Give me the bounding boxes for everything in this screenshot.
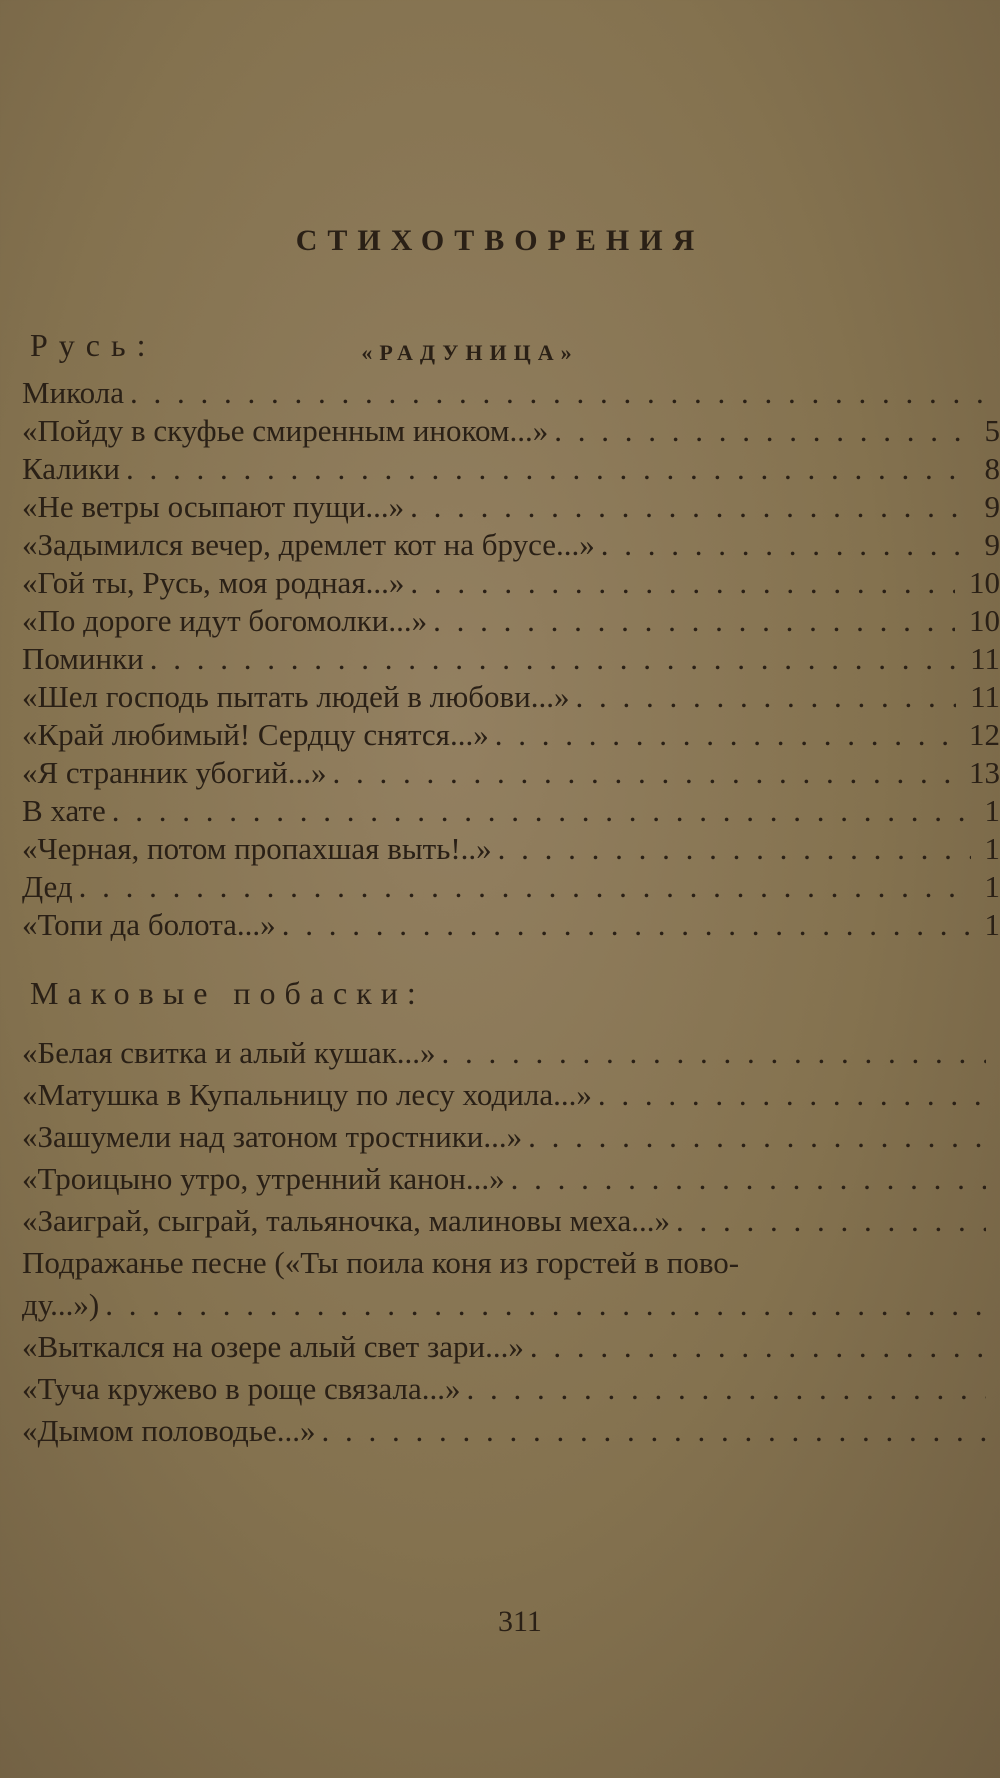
toc-entry: «Не ветры осыпают пущи...» . . . 9 xyxy=(22,489,1000,533)
toc-entry: «Заиграй, сыграй, тальяночка, малиновы меха...» . . . xyxy=(22,1203,1000,1247)
toc-entry: Калики . . . 8 xyxy=(22,451,1000,495)
toc-entry: «Я странник убогий...» . . . 13 xyxy=(22,755,1000,799)
toc-entry: «Зашумели над затоном тростники...» . . . xyxy=(22,1119,1000,1163)
toc-entry: Дед . . . 1 xyxy=(22,869,1000,913)
toc-entry: «Выткался на озере алый свет зари...» . . . xyxy=(22,1329,1000,1373)
toc-entry: «Троицыно утро, утренний канон...» . . . xyxy=(22,1161,1000,1205)
page-title: СТИХОТВОРЕНИЯ xyxy=(295,224,705,257)
toc-entry: «По дороге идут богомолки...» . . . 10 xyxy=(22,603,1000,647)
toc-entry-wrapped-line1: Подражанье песне («Ты поила коня из горстей в пово- xyxy=(22,1245,740,1280)
toc-entry: В хате . . . 1 xyxy=(22,793,1000,837)
toc-entry: «Матушка в Купальницу по лесу ходила...» . . . xyxy=(22,1077,1000,1121)
section-heading-makovye: Маковые побаски: xyxy=(30,975,425,1011)
toc-entry: «Дымом половодье...» . . . xyxy=(22,1413,1000,1457)
page-number: 311 xyxy=(498,1605,542,1638)
toc-entry: «Гой ты, Русь, моя родная...» . . . 10 xyxy=(22,565,1000,609)
toc-entry: «Белая свитка и алый кушак...» . . . xyxy=(22,1035,1000,1079)
toc-entry: «Черная, потом пропахшая выть!..» . . . 1 xyxy=(22,831,1000,875)
toc-entry: «Пойду в скуфье смиренным иноком...» . . . 5 xyxy=(22,413,1000,457)
toc-entry: «Топи да болота...» . . . 1 xyxy=(22,907,1000,951)
toc-entry: Поминки . . . 11 xyxy=(22,641,1000,685)
toc-entry: Микола . . . xyxy=(22,375,1000,419)
collection-title: «РАДУНИЦА» xyxy=(361,340,579,365)
section-heading-rus: Русь: xyxy=(30,327,157,363)
toc-entry: «Край любимый! Сердцу снятся...» . . . 12 xyxy=(22,717,1000,761)
toc-entry: «Задымился вечер, дремлет кот на брусе...» . . . 9 xyxy=(22,527,1000,571)
toc-entry: «Туча кружево в роще связала...» . . . xyxy=(22,1371,1000,1415)
toc-entry: ду...») . . . xyxy=(22,1287,1000,1331)
toc-entry: «Шел господь пытать людей в любови...» . . . 11 xyxy=(22,679,1000,723)
